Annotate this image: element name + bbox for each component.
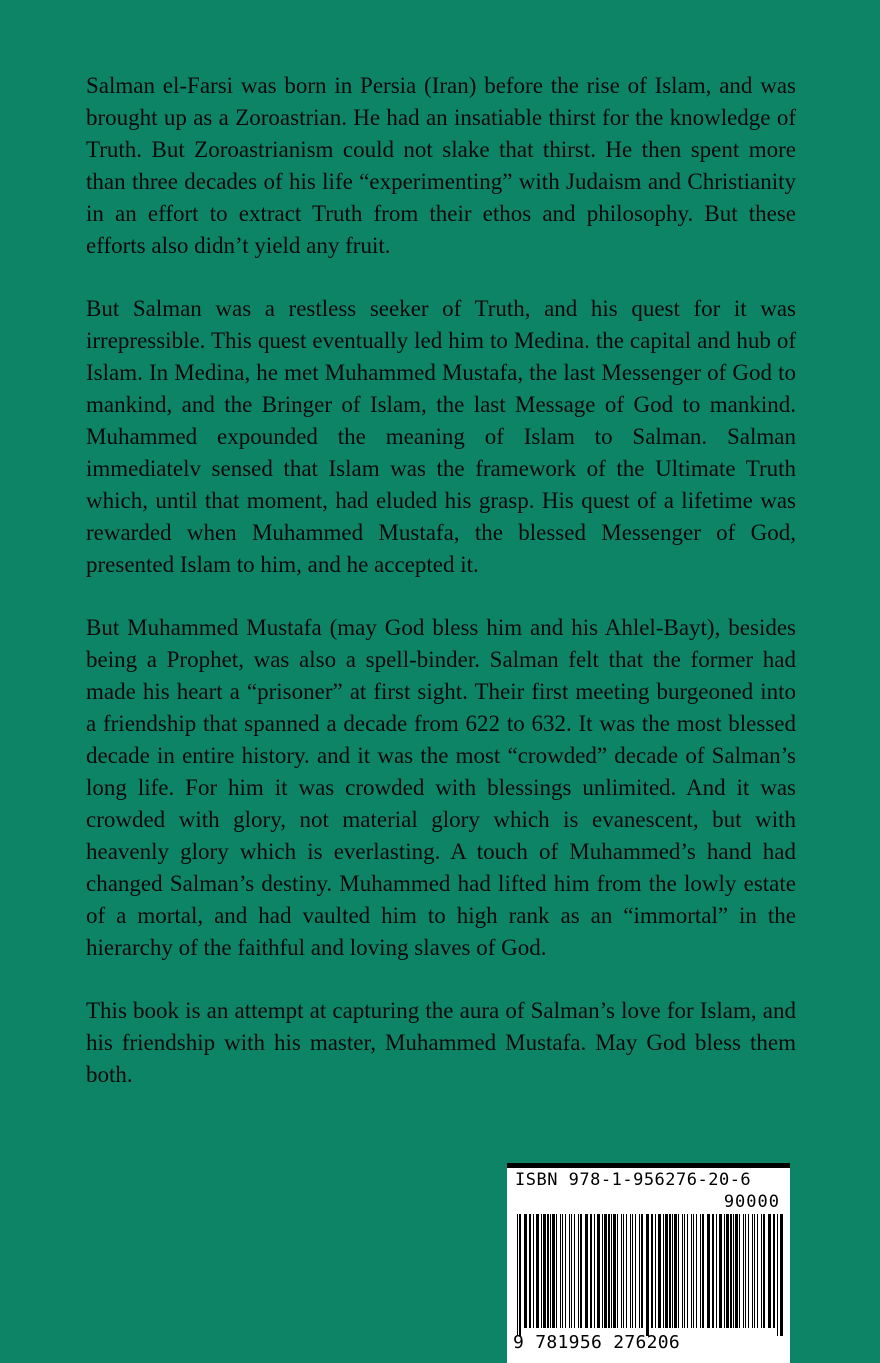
barcode-bar xyxy=(604,1214,607,1328)
barcode-bar xyxy=(730,1214,732,1328)
blurb-paragraph-3: But Muhammed Mustafa (may God bless him and his Ahlel-Bayt), besides being a Prophet, was also a spell-binder. Salman felt that the former had made his heart a “prisoner” at first sight. Their first meeting burgeoned into a friendship that spanned a decade from 622 to 632. It was the most blessed decade in entire history. and it was the most “crowded” decade of Salman’s long life. For him it was crowded with blessings unlimited. And it was crowded with glory, not material glory which is evanescent, but with heavenly glory which is everlasting. A touch of Muhammed’s hand had changed Salman’s destiny. Muhammed had lifted him from the lowly estate of a mortal, and had vaulted him to high rank as an “immortal” in the hierarchy of the faithful and loving slaves of God. xyxy=(86,615,796,960)
barcode-bar xyxy=(678,1214,679,1328)
barcode-bar xyxy=(550,1214,551,1328)
barcode-bar xyxy=(590,1214,592,1328)
barcode-bar xyxy=(739,1214,740,1328)
isbn-barcode xyxy=(507,1163,790,1363)
barcode-bar xyxy=(623,1214,624,1328)
barcode-bar xyxy=(726,1214,729,1328)
barcode-bar xyxy=(684,1214,685,1328)
barcode-bar xyxy=(613,1214,616,1328)
barcode-bar xyxy=(578,1214,579,1328)
barcode-bar xyxy=(773,1214,775,1328)
barcode-bar xyxy=(533,1214,534,1328)
blurb-text xyxy=(86,70,796,1122)
barcode-bar xyxy=(757,1214,758,1328)
barcode-bar xyxy=(712,1214,714,1328)
barcode-bar xyxy=(594,1214,595,1328)
barcode-bar xyxy=(651,1214,653,1328)
barcode-bar xyxy=(536,1214,539,1328)
barcode-bar xyxy=(724,1214,725,1328)
barcode-bar xyxy=(752,1214,753,1328)
barcode-bar xyxy=(556,1214,557,1328)
barcode-bar xyxy=(562,1214,563,1328)
barcode-bar xyxy=(693,1214,694,1328)
barcode-bar xyxy=(696,1214,697,1328)
barcode-bar xyxy=(517,1214,518,1336)
barcode-bar xyxy=(669,1214,671,1328)
ean-digits: 9 781956 276206 xyxy=(513,1332,681,1353)
barcode-bar xyxy=(777,1214,778,1336)
barcode-bar xyxy=(569,1214,570,1328)
barcode-bar xyxy=(580,1214,582,1328)
barcode-bar xyxy=(691,1214,692,1328)
barcode-bar xyxy=(632,1214,633,1328)
barcode-bar xyxy=(547,1214,549,1328)
barcode-bar xyxy=(763,1214,765,1328)
barcode-bar xyxy=(519,1214,521,1336)
barcode-bar xyxy=(735,1214,738,1328)
barcode-bar xyxy=(674,1214,677,1328)
barcode-bar xyxy=(571,1214,572,1328)
barcode-bar xyxy=(626,1214,627,1328)
barcode-bar xyxy=(745,1214,746,1328)
barcode-bar xyxy=(630,1214,631,1328)
barcode-bar xyxy=(719,1214,722,1328)
barcode-bar xyxy=(768,1214,771,1328)
barcode-bar xyxy=(655,1214,656,1328)
blurb-paragraph-1: Salman el-Farsi was born in Persia (Iran) before the rise of Islam, and was brought up as a Zoroastrian. He had an insatiable thirst for the knowledge of Truth. But Zoroastrianism could not slake that thirst. He then spent more than three decades of his life “experimenting” with Judaism and Christianity in an effort to extract Truth from their ethos and philosophy. But these efforts also didn’t yield any fruit. xyxy=(86,73,796,258)
barcode-bar xyxy=(780,1214,783,1336)
price-code: 90000 xyxy=(723,1192,780,1212)
barcode-bar xyxy=(682,1214,683,1328)
barcode-bar xyxy=(543,1214,546,1328)
barcode-bar xyxy=(608,1214,610,1328)
barcode-bar xyxy=(611,1214,612,1328)
barcode-bar xyxy=(541,1214,542,1328)
barcode-bar xyxy=(733,1214,734,1328)
barcode-bar xyxy=(585,1214,588,1328)
barcode-bar xyxy=(658,1214,661,1328)
barcode-bar xyxy=(621,1214,622,1328)
blurb-paragraph-4: This book is an attempt at capturing the aura of Salman’s love for Islam, and his friendship with his master, Muhammed Mustafa. May God bless them both. xyxy=(86,998,796,1087)
barcode-bar xyxy=(748,1214,749,1328)
blurb-paragraph-2: But Salman was a restless seeker of Truth, and his quest for it was irrepressible. This quest eventually led him to Medina. the capital and hub of Islam. In Medina, he met Muhammed Mustafa, the last Messenger of God to mankind, and the Bringer of Islam, the last Message of God to mankind. Muhammed expounded the meaning of Islam to Salman. Salman immediatelv sensed that Islam was the framework of the Ultimate Truth which, until that moment, had eluded his grasp. His quest of a lifetime was rewarded when Muhammed Mustafa, the blessed Messenger of God, presented Islam to him, and he accepted it. xyxy=(86,296,796,577)
barcode-bar xyxy=(707,1214,710,1328)
barcode-bar xyxy=(716,1214,717,1328)
barcode-bar xyxy=(641,1214,643,1328)
barcode-bar xyxy=(646,1214,649,1336)
barcode-bar xyxy=(665,1214,668,1328)
barcode-bar xyxy=(754,1214,755,1328)
barcode-bar xyxy=(617,1214,618,1328)
barcode-bar xyxy=(761,1214,762,1328)
barcode-bar xyxy=(574,1214,575,1328)
barcode-bar xyxy=(524,1214,527,1328)
barcode-bar xyxy=(663,1214,664,1328)
isbn-label: ISBN 978-1-956276-20-6 xyxy=(515,1170,752,1190)
barcode-bar xyxy=(565,1214,566,1328)
barcode-bar xyxy=(672,1214,673,1328)
barcode-bar xyxy=(597,1214,600,1328)
barcode-bar xyxy=(529,1214,531,1328)
barcode-bar xyxy=(635,1214,636,1328)
barcode-bar xyxy=(602,1214,603,1328)
barcode-bar xyxy=(560,1214,561,1328)
barcode-bar xyxy=(743,1214,744,1328)
barcode-bar xyxy=(639,1214,640,1328)
barcode-bar xyxy=(700,1214,701,1328)
barcode-bar xyxy=(702,1214,704,1328)
barcode-bar xyxy=(552,1214,555,1328)
barcode-bar xyxy=(687,1214,688,1328)
